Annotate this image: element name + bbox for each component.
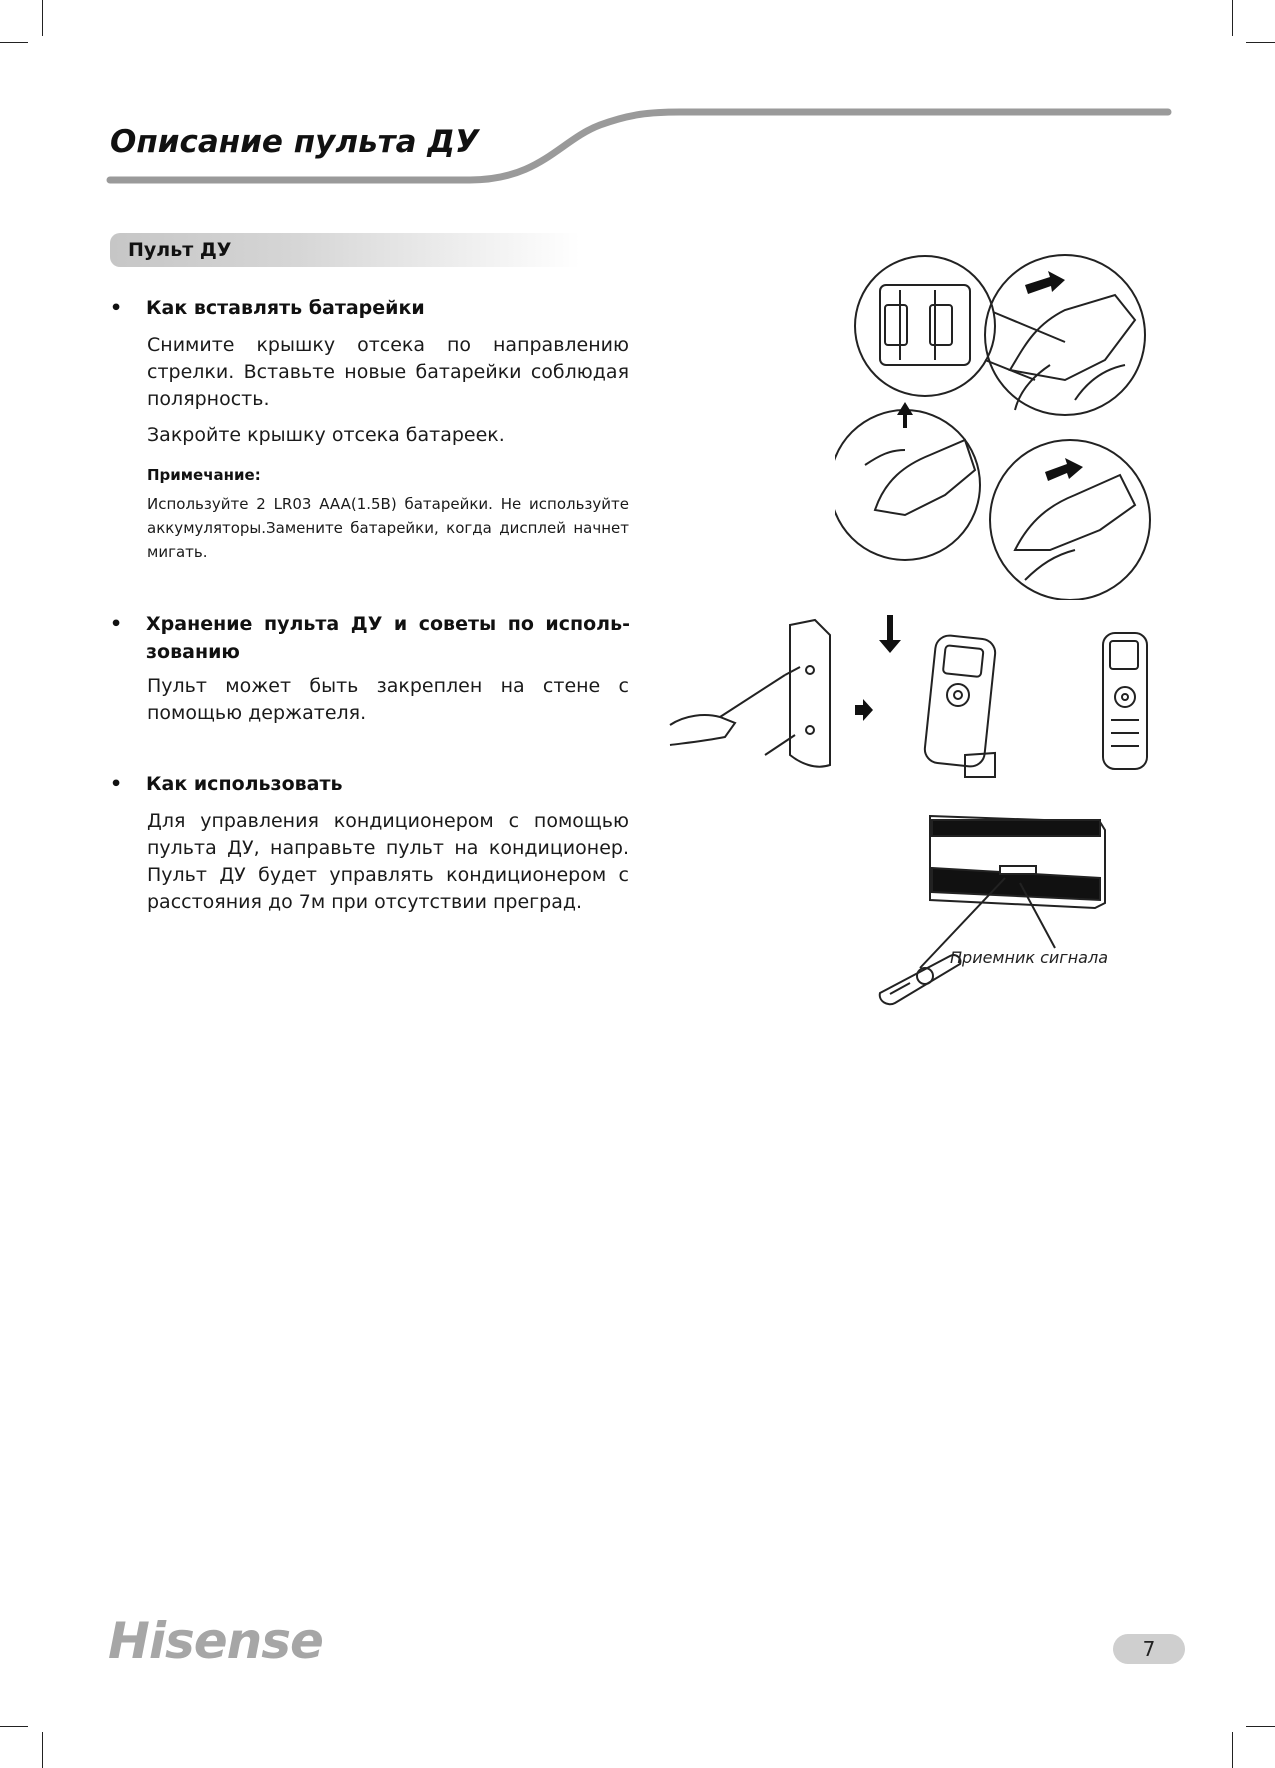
section-label: Пульт ДУ — [128, 239, 232, 261]
note-text: Используйте 2 LR03 AAA(1.5В) батарейки. Не используйте аккумуляторы.Замените батарейки, когда дисплей начнет мигать. — [147, 495, 629, 561]
battery-install-illustration — [835, 250, 1155, 600]
page-number: 7 — [1113, 1634, 1185, 1664]
crop-mark — [42, 1732, 43, 1768]
wall-holder-illustration — [665, 605, 1175, 785]
section-header — [110, 233, 580, 267]
crop-mark — [1232, 1732, 1233, 1768]
crop-mark — [1246, 1726, 1275, 1727]
title-underline-swoosh — [0, 0, 1275, 200]
note-title: Примечание: — [147, 466, 261, 484]
bullet: • — [110, 613, 123, 635]
heading-batteries — [110, 294, 630, 322]
ac-unit-illustration — [860, 808, 1120, 1008]
bullet: • — [110, 297, 123, 319]
page-title: Описание пульта ДУ — [110, 124, 479, 160]
storage-paragraph: Пульт может быть закреплен на стене с помощью держателя. — [147, 675, 629, 724]
batteries-paragraph: Снимите крышку отсека по направлению стрелки. Вставьте новые батарейки соблюдая полярность. — [147, 334, 629, 410]
brand-logo: Hisense — [108, 1612, 323, 1670]
heading-storage-text: Хранение пульта ДУ и советы по исполь-зованию — [146, 613, 630, 663]
signal-receiver-caption: Приемник сигнала — [950, 948, 1109, 967]
usage-paragraph: Для управления кондиционером с помощью пульта ДУ, направьте пульт на кондиционер. Пульт ДУ будет управлять кондиционером с расстояния до 7м при отсутствии преград. — [147, 810, 629, 913]
heading-batteries-text: Как вставлять батарейки — [146, 297, 425, 319]
heading-storage — [110, 610, 630, 666]
heading-usage-text: Как использовать — [146, 773, 343, 795]
crop-mark — [0, 1726, 28, 1727]
bullet: • — [110, 773, 123, 795]
batteries-paragraph-close: Закройте крышку отсека батареек. — [147, 424, 505, 446]
heading-usage — [110, 770, 630, 798]
